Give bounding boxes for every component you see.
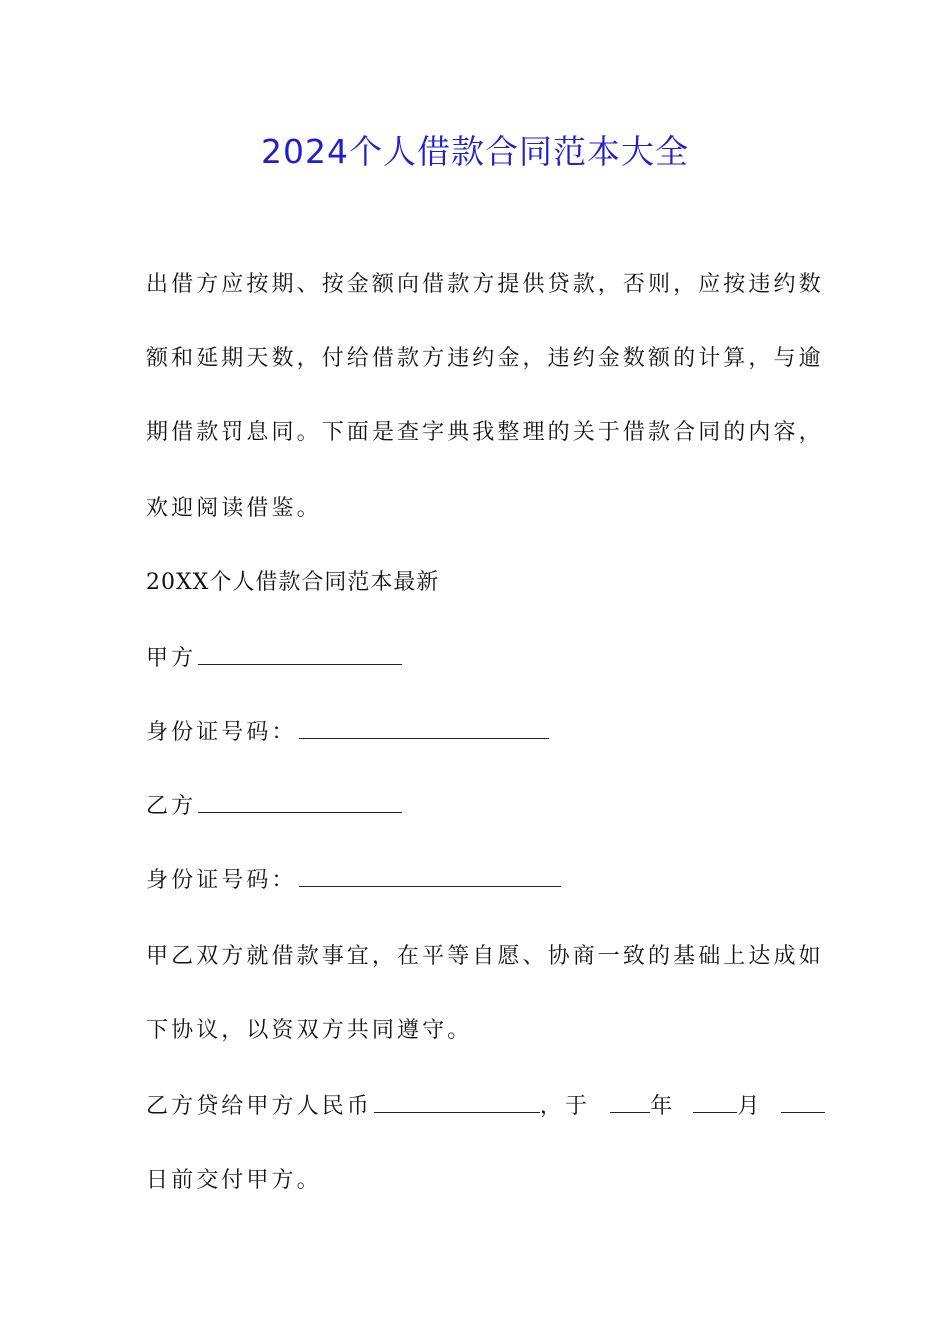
loan-clause-row	[146, 1092, 825, 1122]
party-b-row	[146, 792, 402, 822]
agreement-line-1: 甲乙双方就借款事宜，在平等自愿、协商一致的基础上达成如	[146, 944, 824, 969]
agreement-line-2: 下协议，以资双方共同遵守。	[146, 1018, 473, 1043]
document-title: 2024个人借款合同范本大全	[261, 132, 689, 171]
party-a-id-label: 身份证号码：	[146, 720, 297, 745]
loan-month-blank	[693, 1092, 737, 1113]
contract-subtitle: 20XX个人借款合同范本最新	[146, 570, 440, 595]
loan-year-blank	[610, 1092, 650, 1113]
party-a-id-blank	[299, 718, 549, 739]
loan-amount-blank	[374, 1092, 540, 1113]
loan-clause-continuation: 日前交付甲方。	[146, 1168, 322, 1193]
loan-day-blank	[781, 1092, 825, 1113]
party-b-id-row	[146, 866, 561, 896]
party-b-blank	[198, 792, 402, 813]
intro-line-1: 出借方应按期、按金额向借款方提供贷款，否则，应按违约数	[146, 272, 824, 297]
party-a-row	[146, 644, 402, 674]
party-a-label: 甲方	[146, 646, 197, 671]
party-a-blank	[198, 644, 402, 665]
party-b-id-blank	[299, 866, 561, 887]
intro-line-3: 期借款罚息同。下面是查字典我整理的关于借款合同的内容，	[146, 420, 824, 445]
loan-year-label: 年	[650, 1094, 676, 1119]
loan-clause-mid: ，于	[539, 1094, 591, 1119]
loan-month-label: 月	[737, 1094, 763, 1119]
party-b-id-label: 身份证号码：	[146, 868, 297, 893]
intro-line-2: 额和延期天数，付给借款方违约金，违约金数额的计算，与逾	[146, 346, 824, 371]
party-a-id-row	[146, 718, 549, 748]
party-b-label: 乙方	[146, 794, 197, 819]
intro-line-4: 欢迎阅读借鉴。	[146, 496, 322, 521]
loan-clause-prefix: 乙方贷给甲方人民币	[146, 1094, 372, 1119]
